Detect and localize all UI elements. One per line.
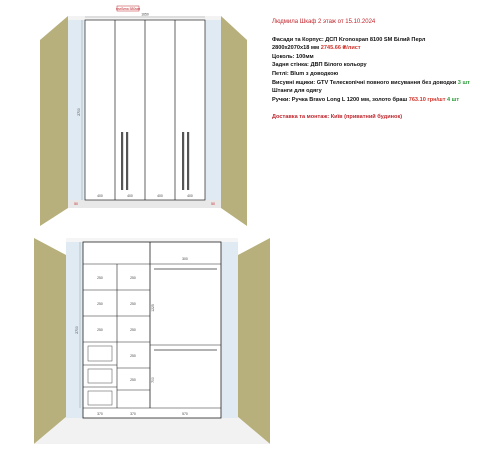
left-cell-dim-2: 250 [97,302,103,306]
right-wall [221,16,247,226]
drawers-label: Висувні ящики: GTV Телескопічні повного висування без доводки [272,79,457,86]
door-width-4: 400 [187,194,193,198]
spec-title: Людмила Шкаф 2 этаж от 15.10.2024 [272,19,376,25]
right-wall-2 [238,238,270,444]
mid-cell-dim-1: 250 [130,276,136,280]
mid-cell-dim-5: 250 [130,378,136,382]
inside-height-dim: 2700 [75,326,79,334]
door-width-2: 400 [127,194,133,198]
inside-view [34,238,270,444]
hinges-line: Петлі: Blum з доводкою [272,70,339,77]
bottom-width-2: 370 [130,412,136,416]
top-shelf-dim: 300 [182,257,188,261]
bottom-width-3: 570 [182,412,188,416]
delivery-line: Доставка та монтаж: Київ (приватний будинок) [272,114,403,121]
rods-line: Штанги для одягу [272,88,322,95]
sheet-size: 2800x2070x18 мм [272,45,320,52]
carcass [83,242,221,418]
depth-label: глибина 580мм [116,6,140,11]
handles-qty: 4 шт [447,96,460,103]
bottom-width-1: 370 [97,412,103,416]
handles-price: 763.10 грн/шт [408,96,446,103]
sheet-price: 2745.66 ₴/лист [320,45,361,52]
height-dim: 2700 [77,108,81,116]
door-width-1: 400 [97,194,103,198]
left-wall [40,16,68,226]
door-width-3: 400 [157,194,163,198]
handle-1 [121,132,123,190]
right-filler [205,20,221,200]
left-wall-2 [34,238,66,444]
handle-4 [187,132,189,190]
plinth [68,200,221,208]
hang-dim: 1225 [151,304,155,312]
spec-panel [272,18,496,122]
left-filler-dim: 50 [74,202,78,206]
back-wall-line: Задня стінка: ДВП Білого кольору [272,62,367,69]
mid-cell-dim-3: 250 [130,328,136,332]
front-view [40,6,247,226]
mid-cell-dim-4: 250 [130,354,136,358]
facades-line: Фасади та Корпус: ДСП Kronospan 8100 SM Білий Перл [272,36,426,43]
drawers-qty: 3 шт [457,79,470,86]
plinth-line: Цоколь: 100мм [272,53,314,60]
sheet-line [272,44,496,53]
mid-cell-dim-2: 250 [130,302,136,306]
handles-line [272,96,496,105]
lower-dim: 700 [151,377,155,383]
left-cell-dim-3: 250 [97,328,103,332]
drawers-line [272,79,496,88]
right-filler-dim: 50 [211,202,215,206]
handle-2 [126,132,128,190]
left-cell-dim-1: 250 [97,276,103,280]
handle-3 [182,132,184,190]
handles-label: Ручки: Ручка Bravo Long L 1200 мм, золото браш [272,96,408,103]
width-dim: 1650 [141,12,149,17]
floor-2 [34,417,270,444]
